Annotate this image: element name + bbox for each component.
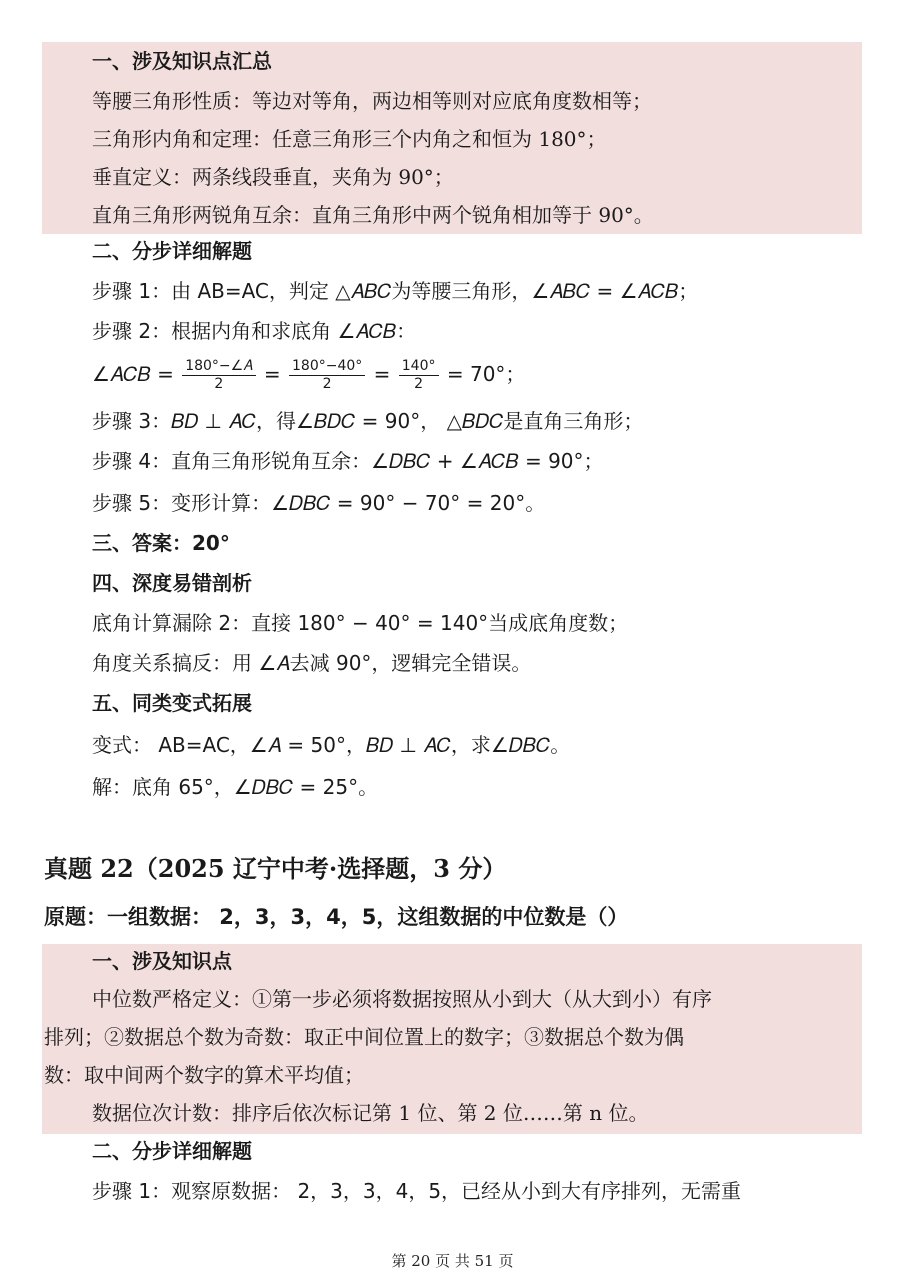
fraction-numerator: 140°: [399, 358, 439, 376]
knowledge-point: 三角形内角和定理：任意三角形三个内角之和恒为 180°；: [92, 127, 607, 151]
variant-problem: 变式： AB=AC，∠𝐴 = 50°，𝐵𝐷 ⊥ 𝐴𝐶，求∠𝐷𝐵𝐶。: [92, 733, 571, 757]
knowledge-point: 中位数严格定义：①第一步必须将数据按照从小到大（从大到小）有序: [92, 987, 712, 1011]
formula-line: [92, 352, 525, 396]
fraction: [399, 358, 439, 393]
formula-rhs: = 70°；: [446, 362, 526, 386]
section-heading: 二、分步详细解题: [92, 1139, 252, 1163]
solution-step: 步骤 4：直角三角形锐角互余：∠𝐷𝐵𝐶 + ∠𝐴𝐶𝐵 = 90°；: [92, 449, 604, 473]
question-title: 真题 22（2025 辽宁中考·选择题，3 分）: [44, 854, 507, 883]
formula-lhs: ∠𝐴𝐶𝐵 =: [92, 362, 174, 386]
error-analysis-item: 角度关系搞反：用 ∠𝐴去减 90°，逻辑完全错误。: [92, 651, 532, 675]
equals-sign: =: [373, 362, 391, 386]
fraction: [182, 358, 255, 393]
solution-step: 步骤 2：根据内角和求底角 ∠𝐴𝐶𝐵：: [92, 319, 417, 343]
section-heading: 二、分步详细解题: [92, 239, 252, 263]
equals-sign: =: [263, 362, 281, 386]
knowledge-point: 等腰三角形性质：等边对等角，两边相等则对应底角度数相等；: [92, 89, 652, 113]
knowledge-point: 数：取中间两个数字的算术平均值；: [44, 1063, 364, 1087]
solution-step: 步骤 1：由 AB=AC，判定 △𝐴𝐵𝐶为等腰三角形，∠𝐴𝐵𝐶 = ∠𝐴𝐶𝐵；: [92, 279, 699, 303]
section-heading: 一、涉及知识点: [92, 949, 232, 973]
solution-step: 步骤 3：𝐵𝐷 ⊥ 𝐴𝐶，得∠𝐵𝐷𝐶 = 90°， △𝐵𝐷𝐶是直角三角形；: [92, 409, 644, 433]
error-analysis-item: 底角计算漏除 2：直接 180° − 40° = 140°当成底角度数；: [92, 611, 629, 635]
solution-step: 步骤 5：变形计算：∠𝐷𝐵𝐶 = 90° − 70° = 20°。: [92, 491, 546, 515]
question-text: 原题：一组数据： 2，3，3，4，5，这组数据的中位数是（）: [44, 905, 629, 929]
fraction: [289, 358, 365, 393]
variant-solution: 解：底角 65°，∠𝐷𝐵𝐶 = 25°。: [92, 775, 379, 799]
fraction-denominator: 2: [214, 376, 224, 392]
section-heading: 一、涉及知识点汇总: [92, 49, 272, 73]
section-heading: 五、同类变式拓展: [92, 691, 252, 715]
answer-heading: 三、答案：20°: [92, 531, 230, 555]
solution-step: 步骤 1：观察原数据： 2，3，3，4，5，已经从小到大有序排列，无需重: [92, 1179, 742, 1203]
fraction-denominator: 2: [414, 376, 424, 392]
fraction-numerator: 180°−40°: [289, 358, 365, 376]
knowledge-point: 数据位次计数：排序后依次标记第 1 位、第 2 位……第 n 位。: [92, 1101, 649, 1125]
page-number: 第 20 页 共 51 页: [391, 1252, 514, 1270]
fraction-denominator: 2: [322, 376, 332, 392]
knowledge-point: 排列；②数据总个数为奇数：取正中间位置上的数字；③数据总个数为偶: [44, 1025, 684, 1049]
knowledge-point: 直角三角形两锐角互余：直角三角形中两个锐角相加等于 90°。: [92, 203, 654, 227]
fraction-numerator: 180°−∠𝐴: [182, 358, 255, 376]
knowledge-point: 垂直定义：两条线段垂直，夹角为 90°；: [92, 165, 454, 189]
section-heading: 四、深度易错剖析: [92, 571, 252, 595]
